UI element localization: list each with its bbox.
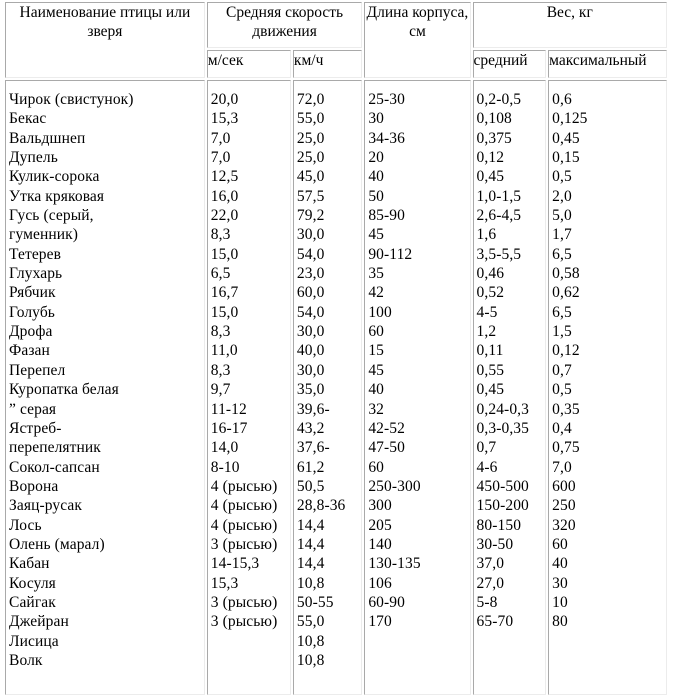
table-cell-name: Заяц-русак <box>9 497 83 515</box>
column-speed-ms <box>207 80 291 695</box>
table-cell-ms <box>211 632 290 651</box>
table-cell-len: 205 <box>368 516 392 534</box>
table-cell-len: 20 <box>368 149 385 167</box>
table-cell-avg: 65-70 <box>476 613 514 631</box>
table-cell-name: Сокол-сапсан <box>9 458 100 476</box>
table-cell-kmh: 55,0 <box>296 613 325 631</box>
table-cell-len: 34-36 <box>368 129 405 147</box>
table-cell-avg: 150-200 <box>476 497 529 515</box>
table-cell-avg: 1,0-1,5 <box>476 187 522 205</box>
table-cell-avg: 27,0 <box>476 574 505 592</box>
column-speed-kmh <box>293 80 362 695</box>
table-cell-kmh: 28,8-36 <box>296 497 346 515</box>
table-cell-ms: 11,0 <box>210 342 238 360</box>
table-cell-name: Голубь <box>9 303 55 321</box>
table-cell-len: 60 <box>368 458 385 476</box>
table-cell-kmh: 10,8 <box>296 651 325 669</box>
table-cell-ms: 7,0 <box>210 149 231 167</box>
table-cell-avg: 0,2-0,5 <box>476 91 522 108</box>
table-cell-kmh: 55,0 <box>296 110 325 128</box>
table-cell-avg <box>477 651 546 670</box>
table-cell-avg: 37,0 <box>476 555 505 573</box>
column-name <box>5 80 205 695</box>
table-cell-name: Олень (марал) <box>9 535 105 553</box>
table-cell-name: Тетерев <box>9 245 62 263</box>
header-name: Наименование птицы или зверя <box>5 2 205 78</box>
table-cell-max: 0,58 <box>552 265 580 283</box>
table-cell-max: 0,5 <box>552 168 572 186</box>
table-cell-len: 42-52 <box>368 419 405 437</box>
table-cell-len: 50 <box>368 187 385 205</box>
table-cell-name: Утка кряковая <box>9 187 105 205</box>
table-cell-avg: 0,24-0,3 <box>476 400 529 418</box>
table-cell-kmh: 54,0 <box>296 245 325 263</box>
table-cell-max: 0,5 <box>552 381 572 399</box>
table-cell-name: Чирок (свистунок) <box>9 91 134 108</box>
table-cell-ms: 15,3 <box>210 574 239 592</box>
animal-speed-table <box>3 0 669 697</box>
table-cell-ms: 16-17 <box>210 419 248 437</box>
table-cell-kmh: 61,2 <box>296 458 325 476</box>
table-cell-max: 1,5 <box>552 323 572 341</box>
table-cell-len: 300 <box>368 497 392 515</box>
table-cell-kmh: 14,4 <box>296 516 325 534</box>
table-cell-len: 90-112 <box>368 245 413 263</box>
table-cell-max: 7,0 <box>552 458 572 476</box>
table-cell-max: 0,6 <box>552 91 572 108</box>
table-cell-name: Фазан <box>9 342 50 360</box>
table-cell-name: Кабан <box>9 555 50 573</box>
table-cell-name: Ястреб- <box>9 419 62 437</box>
table-cell-name: Дупель <box>9 149 58 167</box>
table-cell-max: 6,5 <box>552 303 572 321</box>
table-cell-avg: 4-6 <box>476 458 498 476</box>
data-table-sheet <box>3 0 669 697</box>
table-cell-avg: 0,45 <box>476 168 505 186</box>
table-cell-max: 600 <box>552 477 576 495</box>
table-cell-avg: 3,5-5,5 <box>476 245 522 263</box>
table-cell-avg <box>477 632 546 651</box>
table-cell-name: Джейран <box>9 613 69 631</box>
table-cell-max <box>552 651 666 670</box>
table-cell-len: 45 <box>368 226 385 244</box>
table-cell-avg: 0,375 <box>476 129 512 147</box>
table-cell-ms: 3 (рысью) <box>210 613 278 631</box>
table-cell-ms: 15,0 <box>210 245 239 263</box>
table-cell-kmh: 37,6- <box>296 439 330 457</box>
table-cell-len: 47-50 <box>368 439 405 457</box>
table-cell-len: 250-300 <box>368 477 421 495</box>
table-cell-ms: 3 (рысью) <box>210 535 278 553</box>
table-cell-len: 40 <box>368 381 385 399</box>
table-cell-len <box>368 632 469 651</box>
table-cell-ms: 4 (рысью) <box>210 497 278 515</box>
table-cell-avg: 1,2 <box>476 323 497 341</box>
table-cell-avg: 0,55 <box>476 361 505 379</box>
table-cell-len: 130-135 <box>368 555 421 573</box>
table-cell-max: 0,4 <box>552 419 572 437</box>
table-cell-ms: 3 (рысью) <box>210 593 278 611</box>
table-cell-avg: 30-50 <box>476 535 514 553</box>
table-cell-kmh: 30,0 <box>296 323 325 341</box>
table-cell-len: 140 <box>368 535 392 553</box>
table-cell-len: 40 <box>368 168 385 186</box>
table-cell-name: Лось <box>9 516 42 534</box>
table-cell-kmh: 60,0 <box>296 284 325 302</box>
table-cell-name: Волк <box>9 651 43 669</box>
table-cell-ms: 14-15,3 <box>210 555 260 573</box>
table-cell-name: Бекас <box>9 110 47 128</box>
table-cell-name: Лисица <box>9 632 59 650</box>
table-cell-ms: 7,0 <box>210 129 231 147</box>
table-cell-kmh: 23,0 <box>296 265 325 283</box>
table-cell-max: 10 <box>552 593 568 611</box>
table-cell-avg: 80-150 <box>476 516 522 534</box>
table-cell-len: 42 <box>368 284 385 302</box>
table-cell-max: 0,62 <box>552 284 580 302</box>
header-speed: Средняя скорость движения <box>207 2 363 48</box>
table-cell-avg: 0,45 <box>476 381 505 399</box>
table-cell-len <box>368 651 469 670</box>
table-cell-name: Ворона <box>9 477 59 495</box>
table-cell-len: 15 <box>368 342 385 360</box>
table-cell-name: Гусь (серый, <box>9 207 94 225</box>
table-cell-name: ” серая <box>9 400 57 418</box>
table-cell-avg: 0,52 <box>476 284 505 302</box>
table-cell-kmh: 54,0 <box>296 303 325 321</box>
table-cell-ms: 16,0 <box>210 187 239 205</box>
table-cell-ms: 4 (рысью) <box>210 516 278 534</box>
table-cell-len: 35 <box>368 265 385 283</box>
table-cell-max: 80 <box>552 613 568 631</box>
table-cell-ms: 4 (рысью) <box>210 477 278 495</box>
table-cell-max: 0,12 <box>552 342 580 360</box>
table-cell-name: перепелятник <box>9 439 101 457</box>
table-cell-len: 60-90 <box>368 593 405 611</box>
table-cell-ms: 16,7 <box>210 284 239 302</box>
table-cell-ms: 22,0 <box>210 207 239 225</box>
table-cell-kmh: 30,0 <box>296 226 325 244</box>
table-cell-len: 100 <box>368 303 392 321</box>
table-cell-name: Перепел <box>9 361 66 379</box>
table-cell-ms: 8,3 <box>210 323 231 341</box>
header-length: Длина корпуса, см <box>364 2 470 78</box>
table-cell-max: 0,125 <box>552 110 588 128</box>
table-cell-ms: 6,5 <box>210 265 231 283</box>
column-length <box>364 80 470 695</box>
table-cell-max: 5,0 <box>552 207 572 225</box>
table-cell-kmh: 50,5 <box>296 477 325 495</box>
header-weight: Вес, кг <box>473 2 667 48</box>
table-cell-ms: 9,7 <box>210 381 231 399</box>
table-cell-ms: 14,0 <box>210 439 239 457</box>
table-cell-name: Кулик-сорока <box>9 168 100 186</box>
table-cell-avg: 5-8 <box>476 593 498 611</box>
table-cell-avg: 0,12 <box>476 149 505 167</box>
table-cell-name: Дрофа <box>9 323 53 341</box>
header-weight-avg: средний <box>473 50 547 78</box>
table-cell-max: 0,75 <box>552 439 580 457</box>
table-cell-name: Вальдшнеп <box>9 129 86 147</box>
table-cell-avg: 450-500 <box>476 477 529 495</box>
table-cell-name: Рябчик <box>9 284 56 302</box>
table-cell-name: Косуля <box>9 574 56 592</box>
table-cell-avg: 4-5 <box>476 303 498 321</box>
table-cell-len: 170 <box>368 613 392 631</box>
table-cell-ms: 8,3 <box>210 361 231 379</box>
table-cell-max <box>552 632 666 651</box>
table-cell-max: 40 <box>552 555 568 573</box>
table-cell-max: 320 <box>552 516 576 534</box>
table-cell-max: 0,7 <box>552 361 572 379</box>
column-weight-max <box>548 80 667 695</box>
table-cell-ms: 8-10 <box>210 458 240 476</box>
table-cell-max: 0,15 <box>552 149 580 167</box>
table-cell-name: Куропатка белая <box>9 381 119 399</box>
table-cell-kmh: 25,0 <box>296 129 325 147</box>
table-cell-kmh: 43,2 <box>296 419 325 437</box>
table-cell-avg: 1,6 <box>476 226 497 244</box>
table-cell-avg: 0,11 <box>476 342 504 360</box>
table-cell-ms: 8,3 <box>210 226 231 244</box>
table-cell-ms: 12,5 <box>210 168 239 186</box>
table-cell-avg: 0,3-0,35 <box>476 419 529 437</box>
table-cell-max: 0,45 <box>552 129 580 147</box>
table-cell-max: 2,0 <box>552 187 572 205</box>
table-cell-ms: 15,3 <box>210 110 239 128</box>
table-cell-kmh: 14,4 <box>296 555 325 573</box>
table-cell-ms: 20,0 <box>210 91 239 108</box>
table-cell-max: 6,5 <box>552 245 572 263</box>
table-cell-ms: 11-12 <box>210 400 247 418</box>
table-cell-kmh: 14,4 <box>296 535 325 553</box>
table-cell-name: Глухарь <box>9 265 63 283</box>
table-cell-kmh: 30,0 <box>296 361 325 379</box>
table-cell-max: 30 <box>552 574 568 592</box>
table-cell-kmh: 10,8 <box>296 574 325 592</box>
table-cell-kmh: 79,2 <box>296 207 325 225</box>
table-cell-avg: 0,46 <box>476 265 505 283</box>
table-cell-len: 32 <box>368 400 385 418</box>
table-cell-len: 45 <box>368 361 385 379</box>
header-weight-max: максимальный <box>548 50 667 78</box>
table-cell-avg: 2,6-4,5 <box>476 207 522 225</box>
table-cell-max: 250 <box>552 497 576 515</box>
table-cell-len: 106 <box>368 574 392 592</box>
table-cell-kmh: 10,8 <box>296 632 325 650</box>
table-cell-len: 60 <box>368 323 385 341</box>
table-cell-kmh: 45,0 <box>296 168 325 186</box>
table-cell-avg: 0,108 <box>476 110 512 128</box>
table-cell-max: 1,7 <box>552 226 572 244</box>
table-cell-kmh: 39,6- <box>296 400 330 418</box>
table-cell-kmh: 40,0 <box>296 342 325 360</box>
table-cell-max: 60 <box>552 535 568 553</box>
column-weight-avg <box>473 80 547 695</box>
table-cell-len: 25-30 <box>368 91 405 108</box>
table-cell-avg: 0,7 <box>476 439 497 457</box>
table-cell-kmh: 35,0 <box>296 381 325 399</box>
table-cell-ms <box>211 651 290 670</box>
header-speed-kmh: км/ч <box>293 50 362 78</box>
table-cell-name: гуменник) <box>9 226 79 244</box>
table-cell-kmh: 50-55 <box>296 593 334 611</box>
table-cell-max: 0,35 <box>552 400 580 418</box>
table-cell-name: Сайгак <box>9 593 56 611</box>
table-cell-ms: 15,0 <box>210 303 239 321</box>
table-cell-kmh: 57,5 <box>296 187 325 205</box>
table-cell-kmh: 72,0 <box>296 91 325 108</box>
table-cell-len: 30 <box>368 110 385 128</box>
table-cell-len: 85-90 <box>368 207 405 225</box>
header-speed-ms: м/сек <box>207 50 291 78</box>
table-cell-kmh: 25,0 <box>296 149 325 167</box>
